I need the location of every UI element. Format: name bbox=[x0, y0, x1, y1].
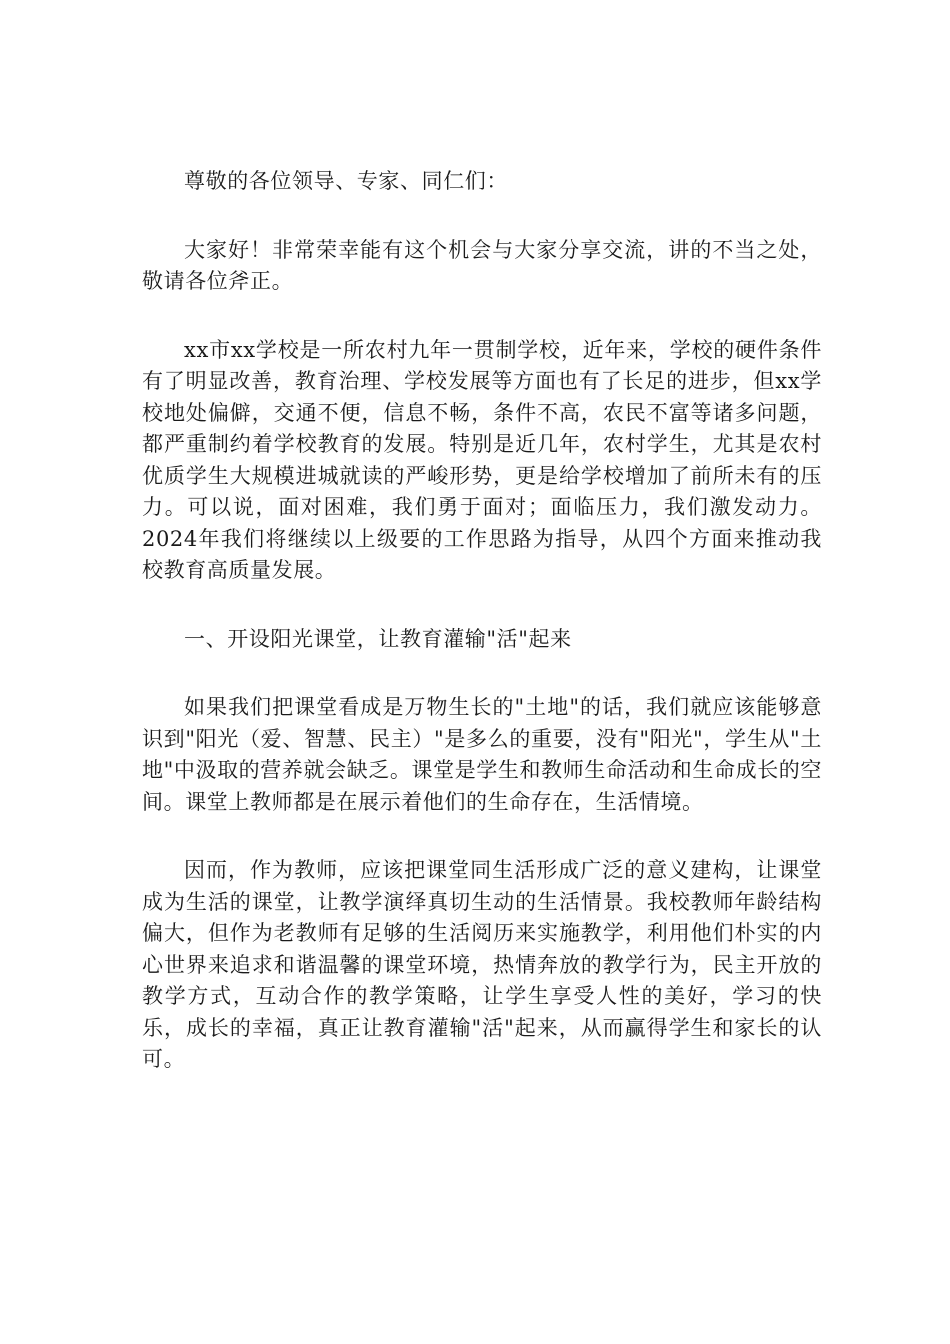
section-heading: 一、开设阳光课堂，让教育灌输"活"起来 bbox=[184, 626, 572, 651]
document-body bbox=[142, 166, 822, 1113]
greeting-paragraph: 大家好！非常荣幸能有这个机会与大家分享交流，讲的不当之处，敬请各位斧正。 bbox=[142, 237, 822, 293]
salutation: 尊敬的各位领导、专家、同仁们： bbox=[184, 169, 508, 193]
classroom-metaphor-paragraph: 如果我们把课堂看成是万物生长的"土地"的话，我们就应该能够意识到"阳光（爱、智慧、民主）"是多么的重要，没有"阳光"，学生从"土地"中汲取的营养就会缺乏。课堂是学生和教师生命活动和生命成长的空间。课堂上教师都是在展示着他们的生命存在，生活情境。 bbox=[142, 695, 822, 814]
school-intro-paragraph: xx市xx学校是一所农村九年一贯制学校，近年来，学校的硬件条件有了明显改善，教育治理、学校发展等方面也有了长足的进步，但xx学校地处偏僻，交通不便，信息不畅，条件不高，农民不富等诸多问题，都严重制约着学校教育的发展。特别是近几年，农村学生，尤其是农村优质学生大规模进城就读的严峻形势，更是给学校增加了前所未有的压力。可以说，面对困难，我们勇于面对；面临压力，我们激发动力。2024年我们将继续以上级要的工作思路为指导，从四个方面来推动我校教育高质量发展。 bbox=[142, 337, 822, 582]
teacher-role-paragraph: 因而，作为教师，应该把课堂同生活形成广泛的意义建构，让课堂成为生活的课堂，让教学演绎真切生动的生活情景。我校教师年龄结构偏大，但作为老教师有足够的生活阅历来实施教学，利用他们朴实的内心世界来追求和谐温馨的课堂环境，热情奔放的教学行为，民主开放的教学方式，互动合作的教学策略，让学生享受人性的美好，学习的快乐，成长的幸福，真正让教育灌输"活"起来，从而赢得学生和家长的认可。 bbox=[142, 858, 822, 1071]
